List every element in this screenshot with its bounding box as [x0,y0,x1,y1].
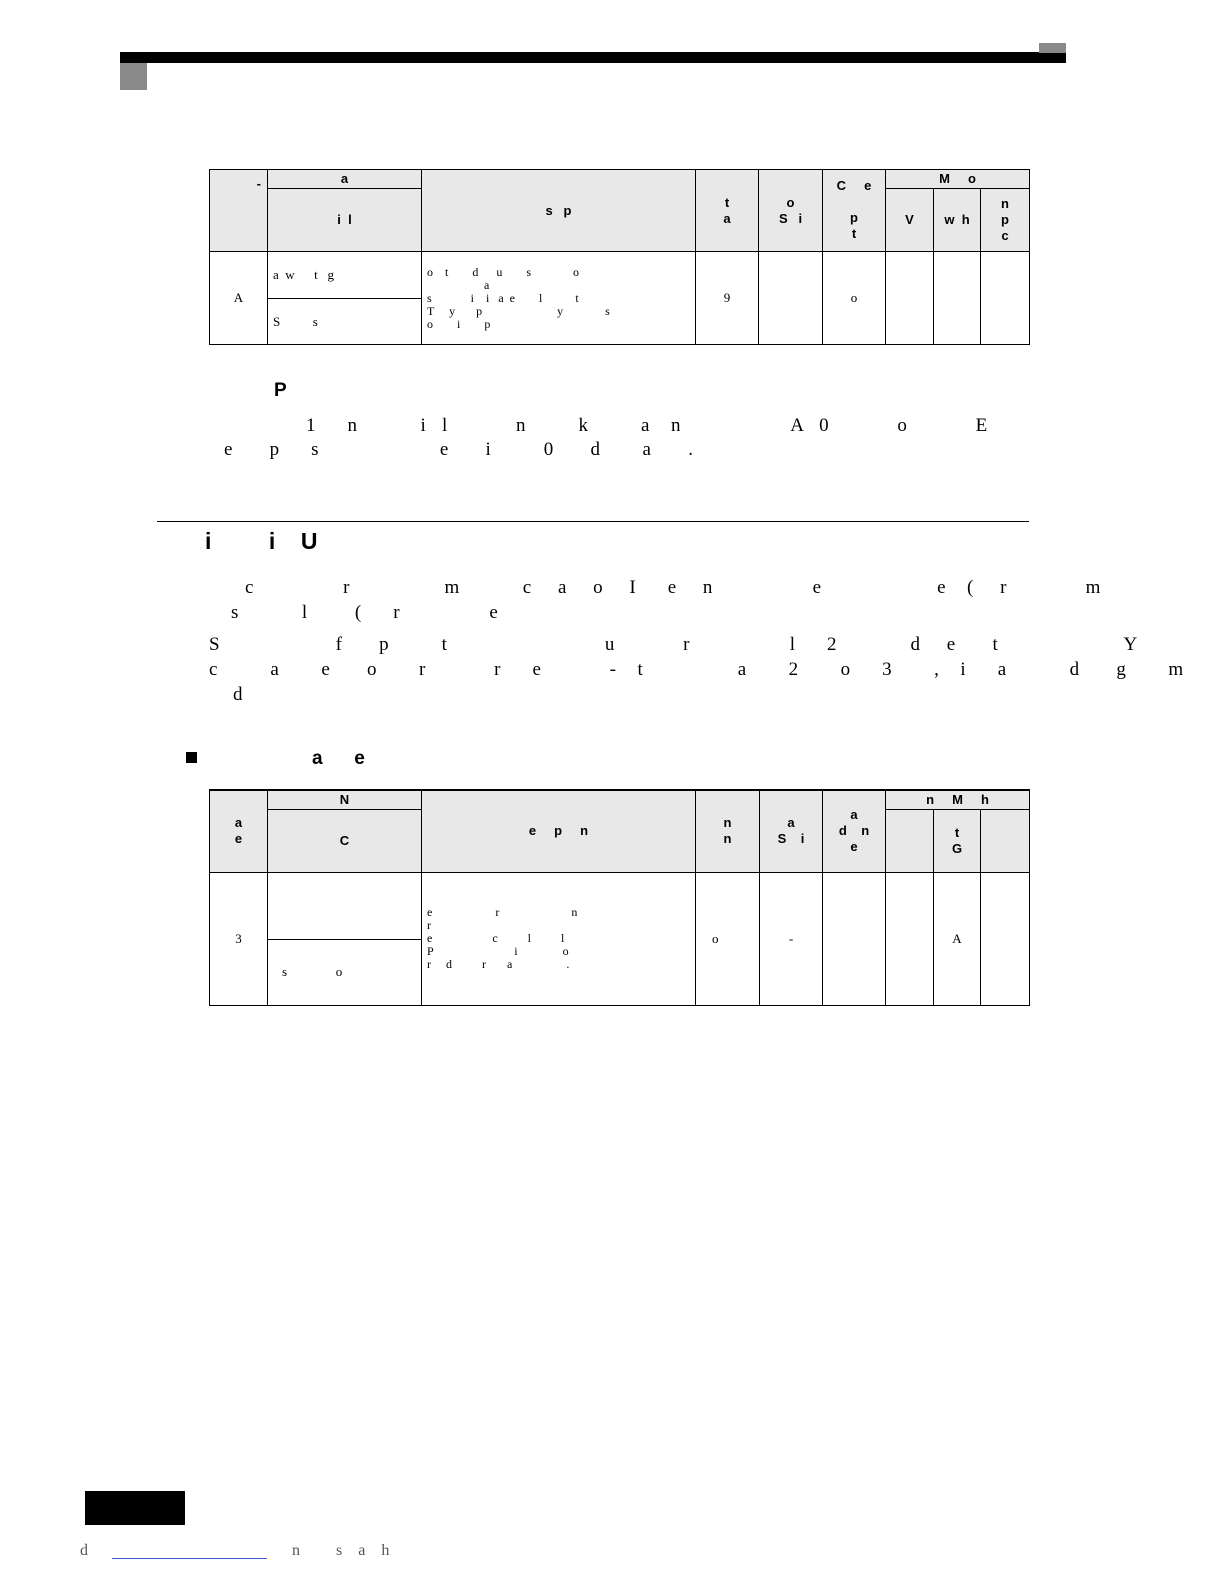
section2-p2-line2: c a e o r r e - t a 2 o 3 , i a d g m [209,659,1184,680]
section2-p2-line3: d [233,684,243,705]
t1-head-no: - [210,170,268,252]
t2-head-name-top: N [268,790,422,809]
t1-cell-name-top: a w t g [268,252,422,299]
t1-head-control-methods: M o [886,170,1030,189]
t1-cell-method-b [934,252,981,345]
header-bar [120,52,1066,63]
t1-cell-no: A [210,252,268,345]
section1-line2: e p s e i 0 d a . [224,439,694,460]
t1-cell-range: 9 [696,252,759,345]
t2-head-method-a [886,809,934,872]
t1-head-range: t a [696,170,759,252]
t1-cell-name-bottom: S s [268,299,422,345]
t1-head-method-a: V [886,189,934,252]
header-square-left [120,63,147,90]
footer-right-text: n s a h [292,1542,391,1559]
section2-subheading: a e [312,748,365,769]
t1-head-change-during-op: C e p t [823,170,886,252]
t2-head-range: n n [696,790,760,872]
section2-p1-line2: s l ( r e [231,602,499,623]
t1-cell-method-a [886,252,934,345]
t2-head-description: e p n [422,790,696,872]
t1-cell-change: o [823,252,886,345]
t2-cell-description: e r n r e c l l P i o r d r a . [422,872,696,1005]
t2-cell-method-b: A [934,872,981,1005]
t2-cell-change [823,872,886,1005]
section2-heading: i i U [205,528,318,554]
t2-cell-no: 3 [210,872,268,1005]
section1-heading: P [274,380,287,401]
t2-cell-method-c [981,872,1030,1005]
header-square-right [1039,43,1066,53]
t1-head-name-top: a [268,170,422,189]
section1-line1: 1 n i l n k a n A 0 o E [306,415,988,436]
t2-cell-method-a [886,872,934,1005]
bullet-icon [186,752,197,763]
t1-head-method-b: w h [934,189,981,252]
section2-p1-line1: c r m c a o I e n e e ( r m [245,577,1101,598]
t2-head-name-bottom: C [268,809,422,872]
t2-head-factory-setting: a S i [760,790,823,872]
t1-head-description: s p [422,170,696,252]
t1-cell-description: o t d u s o a s i i a e l t T y p y s o i p [422,252,696,345]
parameter-table-1 [209,169,1030,345]
t2-head-control-methods: n M h [886,790,1030,809]
t2-cell-range: o [696,872,760,1005]
t2-cell-name-top [268,872,422,939]
t2-head-method-b: t G [934,809,981,872]
t1-head-method-c: n p c [981,189,1030,252]
parameter-table-2 [209,789,1030,1006]
t2-head-change-during-op: a d n e [823,790,886,872]
footer-left-text: d [80,1542,89,1559]
t2-cell-name-bottom: s o [268,939,422,1005]
t2-cell-factory: - [760,872,823,1005]
t2-head-method-c [981,809,1030,872]
section-divider [157,521,1029,522]
t2-head-no: a e [210,790,268,872]
t1-head-name-bottom: i l [268,189,422,252]
footer-link-underline[interactable] [112,1558,267,1559]
page-number-box [85,1491,185,1525]
t1-head-factory-setting: o S i [759,170,823,252]
t1-cell-factory [759,252,823,345]
section2-p2-line1: S f p t u r l 2 d e t Y [209,634,1138,655]
t1-cell-method-c [981,252,1030,345]
